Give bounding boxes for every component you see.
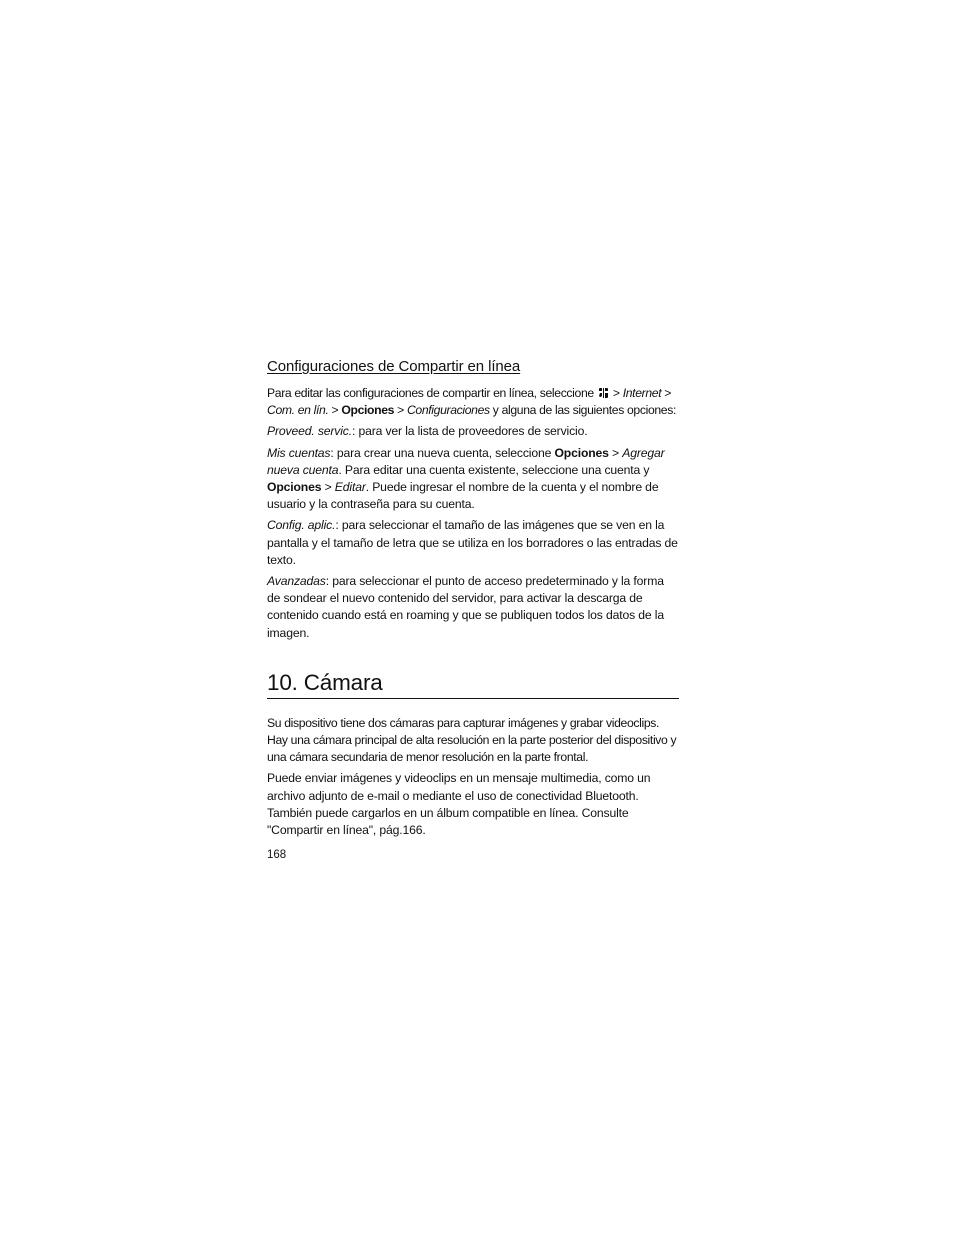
option-description: . Para editar una cuenta existente, seleccione una cuenta y xyxy=(338,462,650,477)
menu-path-opciones: Opciones xyxy=(554,445,609,460)
menu-path-opciones: Opciones xyxy=(267,480,322,495)
separator: > xyxy=(609,386,623,400)
menu-path-opciones: Opciones xyxy=(341,403,395,418)
intro-text-end: y alguna de las siguientes opciones: xyxy=(489,403,677,418)
option-config-aplic xyxy=(267,517,679,569)
chapter-paragraph: Su dispositivo tiene dos cámaras para capturar imágenes y grabar videoclips. Hay una cámara principal de alta resolución en la parte posterior del dispositivo y una cámara secundaria de menor resolución en la parte frontal. xyxy=(267,715,677,765)
separator: > xyxy=(321,480,335,495)
option-name: Avanzadas xyxy=(267,574,326,589)
intro-text: Para editar las configuraciones de compartir en línea, seleccione xyxy=(267,386,594,400)
page-number: 168 xyxy=(267,849,287,862)
intro-paragraph xyxy=(267,385,679,419)
manual-page xyxy=(267,357,679,862)
menu-key-icon xyxy=(598,387,609,399)
chapter-heading-block xyxy=(267,669,679,699)
menu-path-com: Com. en lín. xyxy=(267,403,329,418)
option-description: : para seleccionar el tamaño de las imágenes que se ven en la pantalla y el tamaño de letra que se utiliza en los borradores o las entradas de texto. xyxy=(267,518,678,567)
menu-path-editar: Editar xyxy=(334,480,366,495)
option-avanzadas xyxy=(267,573,679,642)
menu-path-configuraciones: Configuraciones xyxy=(406,403,490,418)
chapter-title: 10. Cámara xyxy=(267,669,383,695)
separator: > xyxy=(661,386,672,400)
option-mis-cuentas xyxy=(267,445,679,514)
option-proveed-servic xyxy=(267,423,679,440)
separator: > xyxy=(608,445,623,460)
option-name: Mis cuentas xyxy=(267,445,331,460)
option-name: Proveed. servic. xyxy=(267,424,352,439)
menu-path-agregar: Agregar nueva cuenta xyxy=(267,445,665,477)
option-description: : para seleccionar el punto de acceso predeterminado y la forma de sondear el nuevo contenido del servidor, para activar la descarga de contenido cuando está en roaming y que se publiquen todos los datos de la imagen. xyxy=(267,574,664,640)
option-description: : para crear una nueva cuenta, seleccione xyxy=(330,445,555,460)
option-description: : para ver la lista de proveedores de servicio. xyxy=(351,424,588,439)
option-name: Config. aplic. xyxy=(267,518,336,533)
separator: > xyxy=(394,403,407,418)
menu-path-internet: Internet xyxy=(622,386,662,400)
section-heading: Configuraciones de Compartir en línea xyxy=(267,358,521,375)
separator: > xyxy=(328,403,342,418)
option-description: . Puede ingresar el nombre de la cuenta y el nombre de usuario y la contraseña para su cuenta. xyxy=(267,480,659,512)
chapter-paragraph: Puede enviar imágenes y videoclips en un mensaje multimedia, como un archivo adjunto de e-mail o mediante el uso de conectividad Bluetooth. También puede cargarlos en un álbum compatible en línea. Consulte "Compartir en línea", pág.166. xyxy=(267,771,651,838)
